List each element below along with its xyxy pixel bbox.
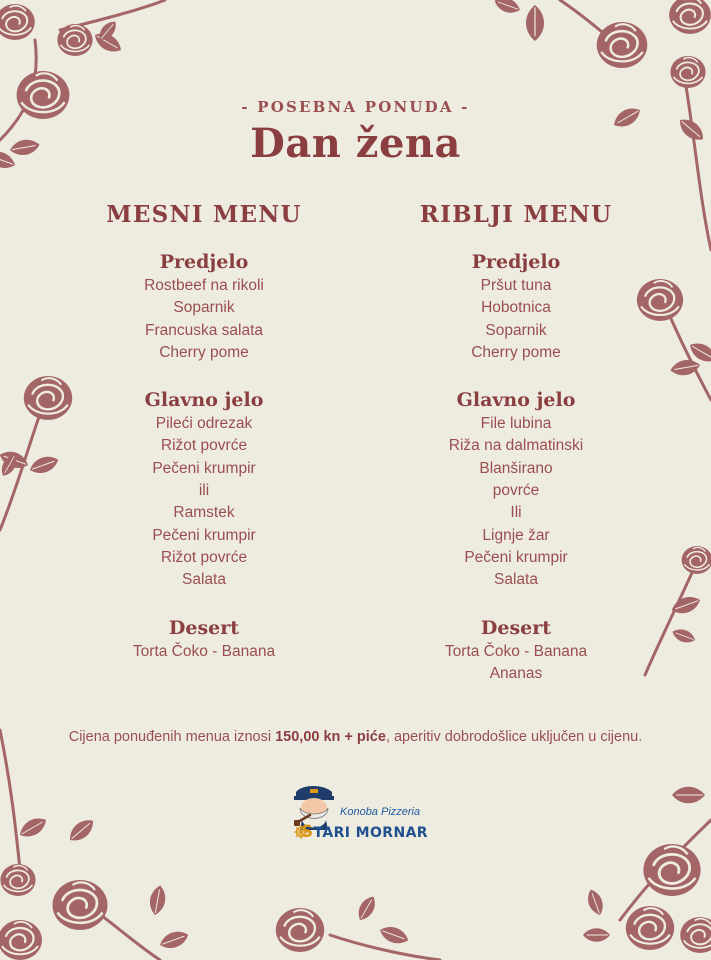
section-title: Predjelo xyxy=(159,251,249,273)
menu-item: Pečeni krumpir xyxy=(152,459,256,477)
menu-title: RIBLJI MENU xyxy=(419,201,613,228)
menu-item: Torta Čoko - Banana xyxy=(132,642,276,660)
menu-section xyxy=(366,387,666,591)
menu-item: ili xyxy=(198,482,210,500)
menu-item: Soparnik xyxy=(173,299,235,317)
menu-item: Blanširano xyxy=(479,459,553,477)
section-title: Glavno jelo xyxy=(144,389,264,412)
menu-item: Pečeni krumpir xyxy=(464,548,568,566)
menu-item: Lignje žar xyxy=(482,526,550,544)
logo-subtitle: Konoba Pizzeria xyxy=(340,806,421,818)
menu-section xyxy=(54,387,354,591)
menu-item: povrće xyxy=(492,482,540,500)
section-title: Desert xyxy=(480,616,552,639)
menu-item: Rižot povrće xyxy=(160,548,248,566)
menu-section xyxy=(366,615,666,686)
menu-item: Ramstek xyxy=(173,504,235,522)
menu-section xyxy=(54,249,354,364)
menu-item: Salata xyxy=(182,571,226,589)
section-title: Predjelo xyxy=(471,251,561,273)
menu-item: Salata xyxy=(494,571,538,589)
menu-item: Pečeni krumpir xyxy=(152,526,256,544)
page-title: Dan žena xyxy=(250,120,461,167)
menu-item: Pileći odrezak xyxy=(155,415,253,433)
price-text-before: Cijena ponuđenih menua iznosi xyxy=(68,729,276,745)
offer-kicker: - POSEBNA PONUDA - xyxy=(241,98,470,116)
meat-menu-column xyxy=(54,198,354,686)
logo-name xyxy=(288,822,428,842)
menu-item: Pršut tuna xyxy=(480,277,552,294)
menu-item: Ili xyxy=(510,504,522,522)
menu-section xyxy=(366,249,666,364)
restaurant-logo xyxy=(288,782,428,844)
menu-item: Rižot povrće xyxy=(160,437,248,455)
menu-item: Rostbeef na rikoli xyxy=(144,277,264,294)
menu-section xyxy=(54,615,354,663)
fish-menu-column xyxy=(366,198,666,708)
menu-item: Francuska salata xyxy=(144,321,264,339)
price-amount: 150,00 kn + piće xyxy=(275,729,386,745)
price-note xyxy=(0,729,711,745)
section-title: Desert xyxy=(168,616,240,639)
logo-name-rest: TARI MORNAR xyxy=(313,825,428,841)
menu-item: Hobotnica xyxy=(481,299,551,317)
price-text-after: , aperitiv dobrodošlice uključen u cijenu. xyxy=(385,729,643,745)
menu-item: Torta Čoko - Banana xyxy=(444,642,588,660)
logo-name-initial: S xyxy=(300,822,314,842)
menu-item: Ananas xyxy=(489,664,543,682)
menu-item: Soparnik xyxy=(485,321,547,339)
menu-item: File lubina xyxy=(480,415,552,433)
menu-item: Cherry pome xyxy=(471,343,561,361)
menu-item: Cherry pome xyxy=(159,343,249,361)
menu-title: MESNI MENU xyxy=(106,201,302,228)
section-title: Glavno jelo xyxy=(456,389,576,412)
menu-item: Riža na dalmatinski xyxy=(448,437,584,455)
